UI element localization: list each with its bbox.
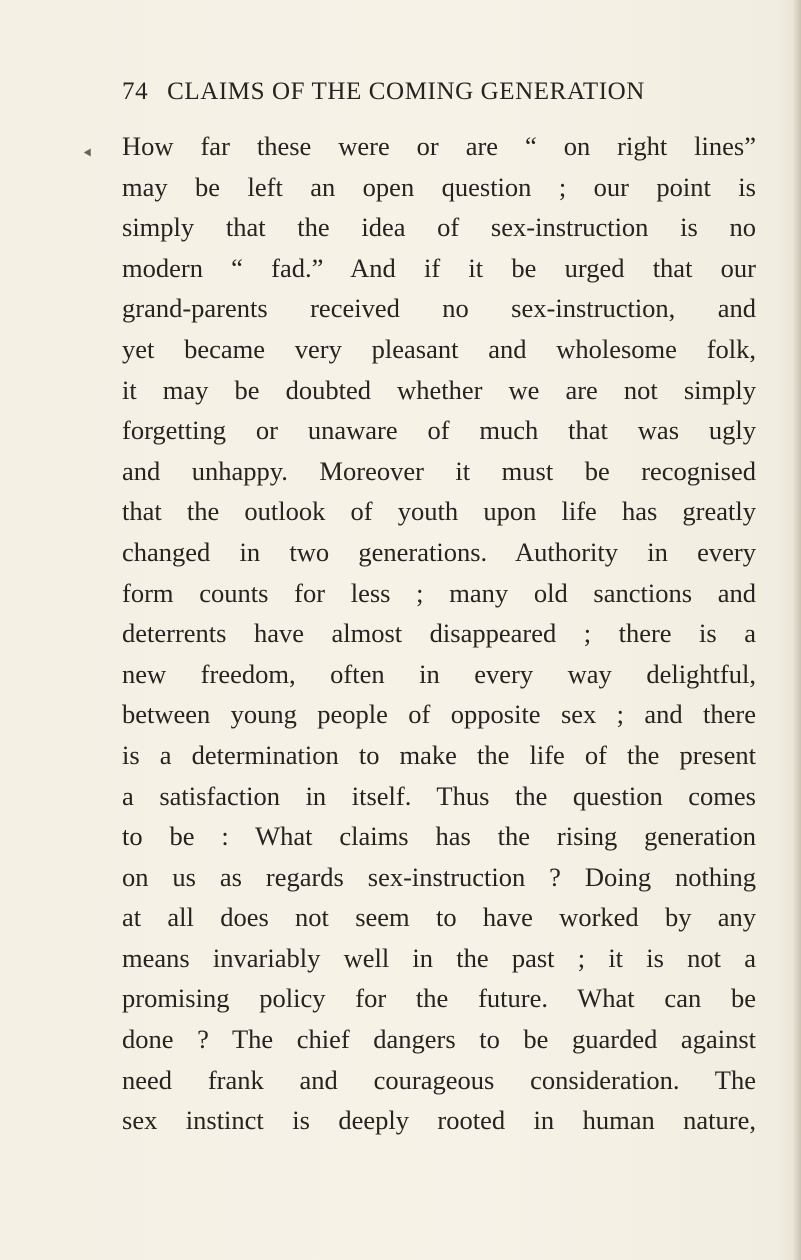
text-line: promising policy for the future. What can be <box>122 983 756 1014</box>
text-line: at all does not seem to have worked by any <box>122 902 756 933</box>
text-line: done ? The chief dangers to be guarded against <box>122 1024 756 1055</box>
text-line: sex instinct is deeply rooted in human nature, <box>122 1105 756 1136</box>
text-line: modern “ fad.” And if it be urged that our <box>122 252 756 283</box>
text-line: need frank and courageous consideration. The <box>122 1064 756 1095</box>
body-paragraph <box>122 126 756 1141</box>
text-line: grand-parents received no sex-instruction, and <box>122 293 756 324</box>
text-line: means invariably well in the past ; it is not a <box>122 942 756 973</box>
text-line: How far these were or are “ on right lines” <box>122 131 756 161</box>
text-line: may be left an open question ; our point is <box>122 171 756 202</box>
text-line: to be : What claims has the rising generation <box>122 821 756 852</box>
text-line: deterrents have almost disappeared ; there is a <box>122 618 756 649</box>
running-header <box>122 78 702 118</box>
text-line: changed in two generations. Authority in every <box>122 536 756 567</box>
text-line: that the outlook of youth upon life has greatly <box>122 496 756 527</box>
text-line: new freedom, often in every way delightful, <box>122 658 756 689</box>
text-line: form counts for less ; many old sanctions and <box>122 577 756 608</box>
text-line: on us as regards sex-instruction ? Doing nothing <box>122 861 756 892</box>
text-line: a satisfaction in itself. Thus the question comes <box>122 780 756 811</box>
page-edge-shadow <box>793 0 801 1260</box>
text-line: forgetting or unaware of much that was ugly <box>122 415 756 446</box>
text-line: and unhappy. Moreover it must be recognised <box>122 455 756 486</box>
ink-blemish <box>84 148 94 158</box>
text-line: simply that the idea of sex-instruction is no <box>122 212 756 243</box>
text-line: between young people of opposite sex ; and there <box>122 699 756 730</box>
text-line: yet became very pleasant and wholesome folk, <box>122 333 756 364</box>
page-number: 74 <box>122 78 149 105</box>
text-line: it may be doubted whether we are not simply <box>122 374 756 405</box>
running-title: CLAIMS OF THE COMING GENERATION <box>167 78 645 105</box>
text-line: is a determination to make the life of the present <box>122 739 756 770</box>
